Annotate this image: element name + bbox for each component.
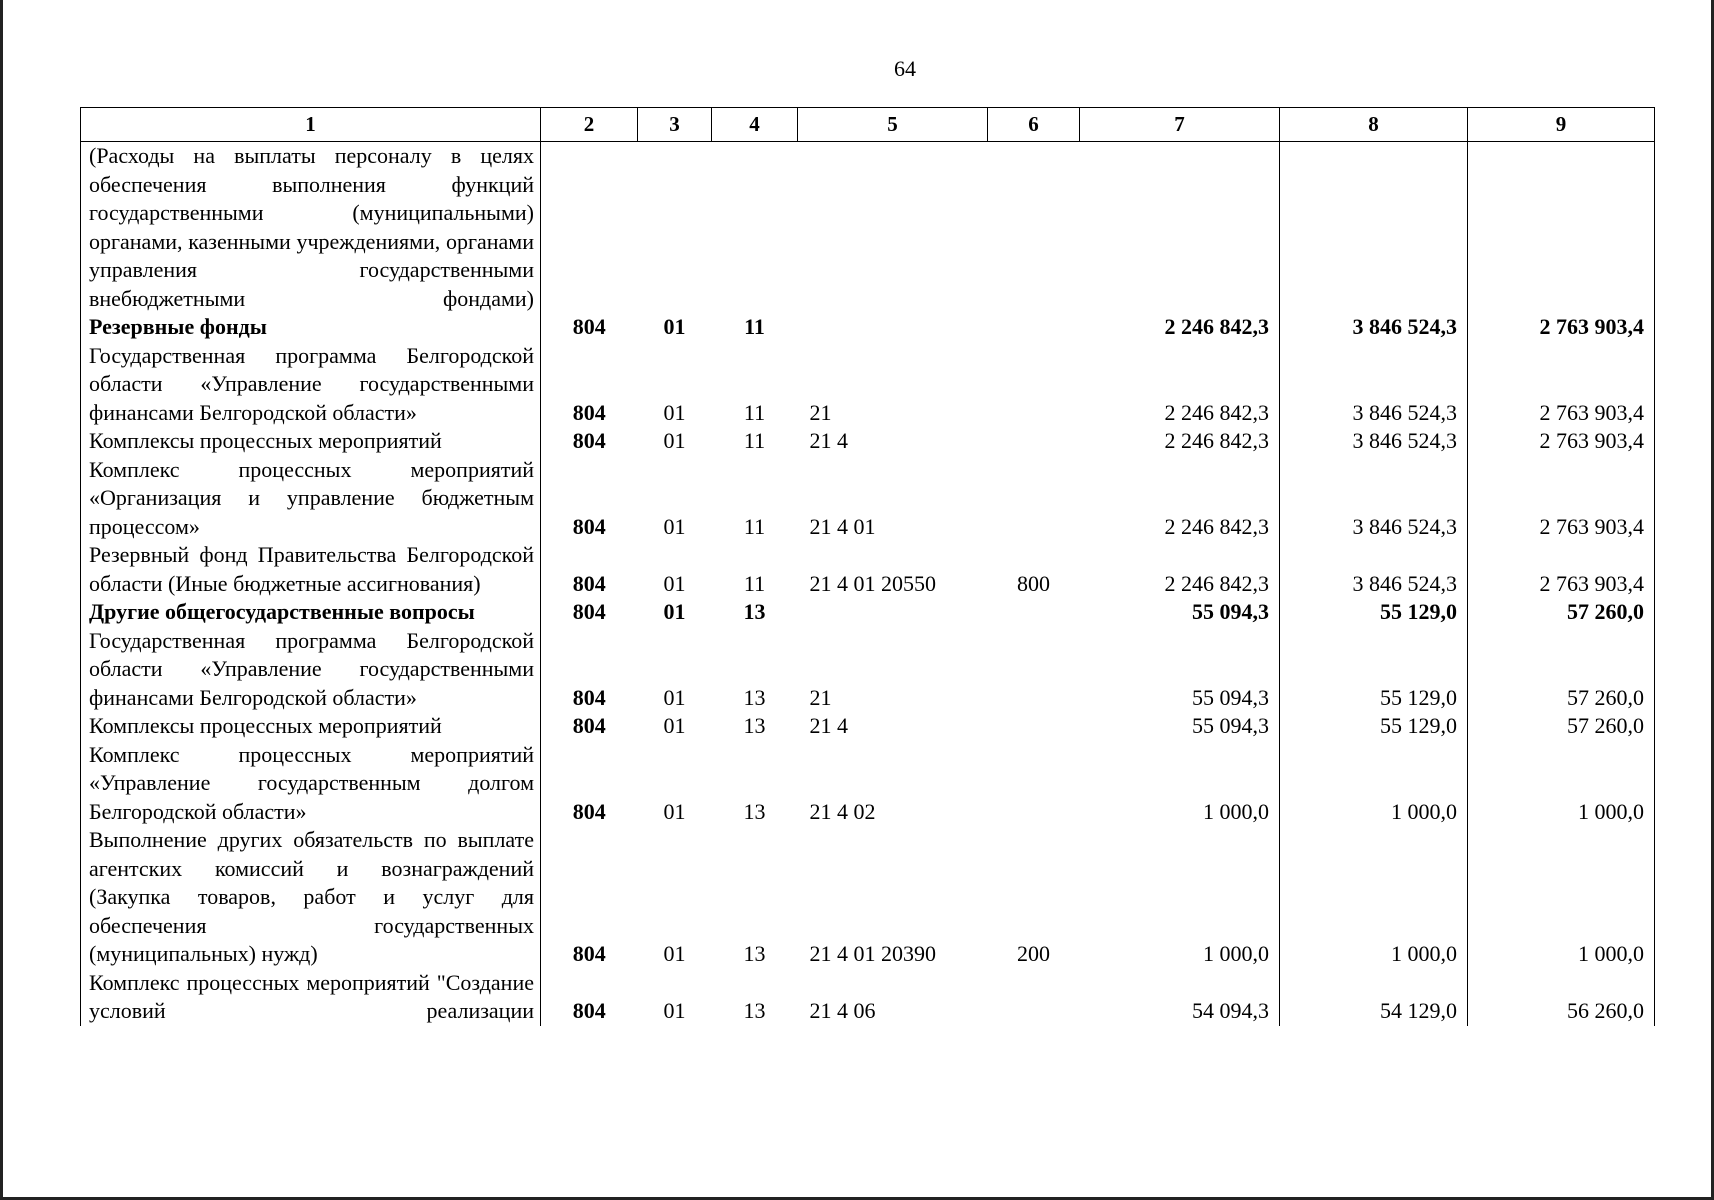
row-name: Комплексы процессных мероприятий	[81, 427, 541, 456]
table-row	[81, 456, 1655, 542]
row-section-code: 01	[663, 428, 686, 453]
budget-table	[80, 107, 1655, 1026]
row-expense-type	[988, 313, 1080, 342]
header-col-5: 5	[798, 108, 988, 142]
row-section-code: 01	[663, 399, 686, 425]
row-subsection-code: 11	[743, 428, 766, 453]
table-row	[81, 741, 1655, 827]
row-expense-type	[988, 969, 1080, 1026]
row-amount-year3: 1 000,0	[1468, 741, 1655, 827]
header-col-7: 7	[1080, 108, 1280, 142]
row-expense-type	[988, 342, 1080, 428]
row-amount-year2: 54 129,0	[1280, 969, 1468, 1026]
row-amount-year1	[1080, 142, 1280, 314]
row-expense-type	[988, 598, 1080, 627]
table-row	[81, 342, 1655, 428]
row-ministry-code: 804	[572, 428, 606, 453]
row-amount-year2: 3 846 524,3	[1280, 541, 1468, 598]
row-amount-year3: 56 260,0	[1468, 969, 1655, 1026]
row-expense-type: 800	[1017, 570, 1050, 596]
row-name: Резервные фонды	[81, 313, 541, 342]
row-target-article: 21 4 01 20390	[809, 941, 936, 966]
row-expense-type	[988, 142, 1080, 314]
row-amount-year1: 54 094,3	[1080, 969, 1280, 1026]
row-subsection-code: 11	[743, 570, 766, 596]
row-amount-year1: 55 094,3	[1080, 627, 1280, 713]
row-amount-year1: 2 246 842,3	[1080, 456, 1280, 542]
row-amount-year3: 2 763 903,4	[1468, 541, 1655, 598]
row-subsection-code: 11	[743, 399, 766, 425]
row-target-article	[798, 313, 988, 342]
row-name: Комплексы процессных мероприятий	[81, 712, 541, 741]
row-target-article: 21 4 06	[809, 998, 876, 1023]
table-row	[81, 969, 1655, 1026]
header-col-6: 6	[988, 108, 1080, 142]
row-ministry-code: 804	[572, 713, 606, 738]
row-expense-type	[988, 456, 1080, 542]
row-section-code: 01	[663, 513, 686, 539]
row-ministry-code: 804	[572, 684, 606, 710]
table-row	[81, 541, 1655, 598]
row-target-article: 21	[809, 684, 832, 710]
row-section-code: 01	[663, 998, 686, 1023]
row-subsection-code: 13	[743, 599, 766, 624]
header-col-4: 4	[712, 108, 798, 142]
row-subsection-code	[712, 142, 798, 314]
row-expense-type	[988, 741, 1080, 827]
row-name: Государственная программа Белгородской области «Управление государственными финансами Белгородской области»	[81, 342, 541, 428]
row-expense-type	[988, 712, 1080, 741]
row-amount-year3	[1468, 142, 1655, 314]
header-col-2: 2	[541, 108, 638, 142]
row-amount-year3: 2 763 903,4	[1468, 427, 1655, 456]
row-amount-year1: 2 246 842,3	[1080, 342, 1280, 428]
row-ministry-code: 804	[572, 941, 606, 966]
row-section-code: 01	[663, 713, 686, 738]
row-amount-year3: 1 000,0	[1468, 826, 1655, 969]
row-amount-year3: 57 260,0	[1468, 598, 1655, 627]
row-section-code	[638, 142, 712, 314]
table-row	[81, 627, 1655, 713]
row-target-article	[798, 598, 988, 627]
row-amount-year1: 55 094,3	[1080, 712, 1280, 741]
header-col-3: 3	[638, 108, 712, 142]
row-amount-year2: 3 846 524,3	[1280, 342, 1468, 428]
row-ministry-code: 804	[572, 570, 606, 596]
row-subsection-code: 13	[743, 998, 766, 1023]
header-col-9: 9	[1468, 108, 1655, 142]
row-name: Комплекс процессных мероприятий "Создание условий реализации	[81, 969, 541, 1026]
row-amount-year2: 55 129,0	[1280, 627, 1468, 713]
page-border-left	[0, 0, 3, 1200]
table-row	[81, 313, 1655, 342]
row-ministry-code: 804	[572, 998, 606, 1023]
row-subsection-code: 13	[743, 684, 766, 710]
page-number: 64	[894, 56, 916, 81]
row-amount-year3: 2 763 903,4	[1468, 313, 1655, 342]
row-section-code: 01	[663, 599, 686, 624]
row-amount-year3: 57 260,0	[1468, 712, 1655, 741]
row-section-code: 01	[663, 570, 686, 596]
header-col-1: 1	[81, 108, 541, 142]
row-amount-year2: 55 129,0	[1280, 712, 1468, 741]
row-target-article	[798, 142, 988, 314]
row-amount-year2: 1 000,0	[1280, 826, 1468, 969]
row-amount-year2: 55 129,0	[1280, 598, 1468, 627]
row-expense-type: 200	[1017, 941, 1050, 966]
row-amount-year3: 2 763 903,4	[1468, 456, 1655, 542]
row-ministry-code: 804	[572, 798, 606, 824]
row-section-code: 01	[663, 684, 686, 710]
table-row	[81, 142, 1655, 314]
row-amount-year1: 2 246 842,3	[1080, 541, 1280, 598]
row-target-article: 21 4	[809, 428, 848, 453]
header-row	[81, 108, 1655, 142]
table-row	[81, 712, 1655, 741]
row-section-code: 01	[663, 941, 686, 966]
row-ministry-code: 804	[572, 599, 606, 624]
table-row	[81, 598, 1655, 627]
row-name: (Расходы на выплаты персоналу в целях обеспечения выполнения функций государственными (муниципальными) органами, казенными учреждениями, органами управления государственными внебюджетными фондами)	[81, 142, 541, 314]
row-amount-year1: 2 246 842,3	[1080, 313, 1280, 342]
header-col-8: 8	[1280, 108, 1468, 142]
row-ministry-code: 804	[572, 513, 606, 539]
row-name: Комплекс процессных мероприятий «Организация и управление бюджетным процессом»	[81, 456, 541, 542]
row-expense-type	[988, 427, 1080, 456]
row-expense-type	[988, 627, 1080, 713]
row-amount-year2	[1280, 142, 1468, 314]
row-target-article: 21 4	[809, 713, 848, 738]
row-amount-year2: 3 846 524,3	[1280, 427, 1468, 456]
row-amount-year3: 2 763 903,4	[1468, 342, 1655, 428]
row-target-article: 21 4 01 20550	[809, 570, 936, 596]
row-name: Государственная программа Белгородской области «Управление государственными финансами Белгородской области»	[81, 627, 541, 713]
row-amount-year1: 1 000,0	[1080, 826, 1280, 969]
row-subsection-code: 11	[743, 513, 766, 539]
row-amount-year1: 2 246 842,3	[1080, 427, 1280, 456]
row-name: Выполнение других обязательств по выплате агентских комиссий и вознаграждений (Закупка товаров, работ и услуг для обеспечения государственных (муниципальных) нужд)	[81, 826, 541, 969]
row-subsection-code: 13	[743, 941, 766, 966]
row-amount-year1: 1 000,0	[1080, 741, 1280, 827]
row-amount-year1: 55 094,3	[1080, 598, 1280, 627]
row-name: Другие общегосударственные вопросы	[81, 598, 541, 627]
row-target-article: 21 4 02	[809, 798, 876, 824]
row-ministry-code	[541, 142, 638, 314]
row-amount-year2: 1 000,0	[1280, 741, 1468, 827]
row-ministry-code: 804	[572, 314, 606, 339]
row-amount-year2: 3 846 524,3	[1280, 313, 1468, 342]
row-target-article: 21 4 01	[809, 513, 876, 539]
row-target-article: 21	[809, 399, 832, 425]
row-subsection-code: 11	[744, 314, 765, 339]
budget-table-container	[80, 107, 1655, 1026]
row-amount-year2: 3 846 524,3	[1280, 456, 1468, 542]
row-ministry-code: 804	[572, 399, 606, 425]
row-subsection-code: 13	[743, 713, 766, 738]
row-name: Резервный фонд Правительства Белгородской области (Иные бюджетные ассигнования)	[81, 541, 541, 598]
table-row	[81, 826, 1655, 969]
row-section-code: 01	[663, 798, 686, 824]
table-row	[81, 427, 1655, 456]
row-section-code: 01	[663, 314, 686, 339]
row-amount-year3: 57 260,0	[1468, 627, 1655, 713]
row-name: Комплекс процессных мероприятий «Управление государственным долгом Белгородской области»	[81, 741, 541, 827]
row-subsection-code: 13	[743, 798, 766, 824]
